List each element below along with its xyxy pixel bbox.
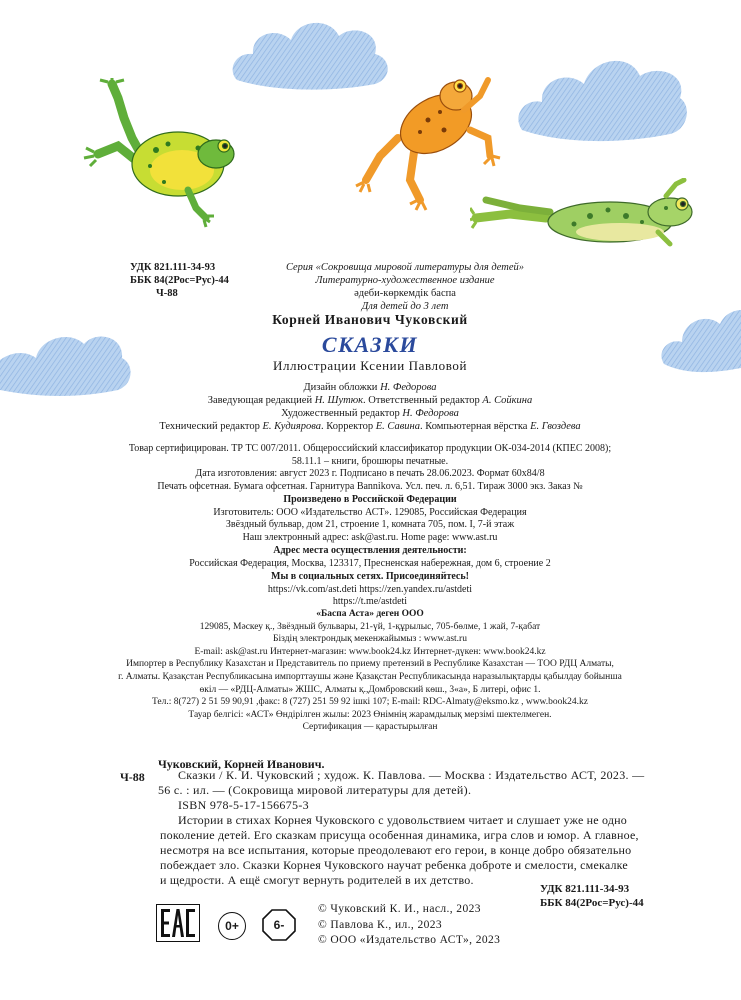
kz-line: өкіл — «РДЦ-Алматы» ЖШС, Алматы қ.,Домбровский көш., 3«а», Б литері, офис 1. xyxy=(199,684,541,695)
imprint-line: Товар сертифицирован. ТР ТС 007/2011. Общероссийский классификатор продукции ОК-034-2014 (КПЕС 2008); xyxy=(128,443,612,454)
credit-label: Заведующая редакцией xyxy=(207,395,315,406)
book-title: СКАЗКИ xyxy=(321,332,419,357)
address-line: Российская Федерация, Москва, 123317, Пресненская набережная, дом 6, строение 2 xyxy=(189,557,551,569)
cloud-illustration-right-middle xyxy=(660,298,741,378)
social-link-telegram[interactable]: https://t.me/astdeti xyxy=(332,596,408,607)
credit-person: Н. Федорова xyxy=(402,408,459,419)
credit-label: Дизайн обложки xyxy=(303,382,381,393)
cloud-illustration-right xyxy=(512,40,692,145)
copyright-block xyxy=(318,902,500,949)
series-block xyxy=(250,261,560,313)
imprint-line: Печать офсетная. Бумага офсетная. Гарнитура Bannikova. Усл. печ. л. 6,51. Тираж 3000 экз. Заказ № xyxy=(157,480,583,492)
illustrator-line: Иллюстрации Ксении Павловой xyxy=(272,358,468,373)
catalog-description xyxy=(158,768,645,813)
kz-line: Тел.: 8(727) 2 51 59 90,91 ,факс: 8 (727) 251 59 92 ішкі 107; E-mail: RDC-Almaty@eksmo.kz , www.book24.kz xyxy=(151,697,589,708)
copyright-line: © Павлова К., ил., 2023 xyxy=(318,918,443,931)
address-heading: Адрес места осуществления деятельности: xyxy=(273,545,467,556)
kz-line: Сертификация — қарастырылған xyxy=(302,722,438,733)
series-name: Серия «Сокровища мировой литературы для детей» xyxy=(285,262,525,273)
age-warning-text: 6- xyxy=(273,918,285,932)
credit-label: Технический редактор xyxy=(159,421,263,432)
age-group: Для детей до 3 лет xyxy=(361,301,449,312)
spotted-frog-illustration xyxy=(470,178,700,250)
credits-block xyxy=(120,381,620,433)
credit-person: Н. Шутюк xyxy=(314,395,364,406)
producer-line: Наш электронный адрес: ask@ast.ru. Home page: www.ast.ru xyxy=(242,531,498,543)
bbk-code: ББК 84(2Рос=Рус)-44 xyxy=(130,275,229,286)
edition-type: Литературно-художественное издание xyxy=(315,275,495,286)
kz-line: E-mail: ask@ast.ru Интернет-магазин: www.book24.kz Интернет-дүкен: www.book24.kz xyxy=(194,646,546,657)
producer-line: Звёздный бульвар, дом 21, строение 1, комната 705, пом. I, 7-й этаж xyxy=(225,519,515,530)
imprint-block xyxy=(90,443,650,493)
author-name: Корней Иванович Чуковский xyxy=(272,312,468,327)
catalog-mark: Ч-88 xyxy=(120,770,145,784)
kz-line: Тауар белгісі: «АСТ» Өндірілген жылы: 2023 Өнімнің жарамдылық мерзімі шектелмеген. xyxy=(188,709,552,720)
kz-line: Импортер в Республику Казахстан и Представитель по приему претензий в Республике Казахстан — ТОО РДЦ Алматы, xyxy=(126,659,614,670)
producer-heading: Произведено в Российской Федерации xyxy=(283,494,457,505)
kz-imprint-block xyxy=(80,608,660,734)
copyright-line: © ООО «Издательство АСТ», 2023 xyxy=(318,934,501,946)
catalog-isbn: ISBN 978-5-17-156675-3 xyxy=(178,798,309,812)
imprint-line: 58.11.1 – книги, брошюры печатные. xyxy=(291,455,449,467)
green-frog-illustration xyxy=(78,78,248,228)
kz-line: 129085, Мәскеу қ., Звёздный бульвары, 21-үй, 1-құрылыс, 705-бөлме, 1 жай, 7-қабат xyxy=(199,621,541,632)
credit-label: Художественный редактор xyxy=(281,408,403,419)
credit-person: Н. Федорова xyxy=(380,382,437,393)
credit-label: . Компьютерная вёрстка xyxy=(419,421,531,432)
cloud-illustration-left xyxy=(0,320,135,400)
credit-person: Е. Гвоздева xyxy=(530,421,581,432)
imprint-line: Дата изготовления: август 2023 г. Подписано в печать 28.06.2023. Формат 60х84/8 xyxy=(195,468,545,479)
producer-block xyxy=(90,494,650,544)
kz-line: г. Алматы. Қазақстан Республикасына импорттаушы және Қазақстан Республикасында наразылықтарды қабылдау бойынша xyxy=(118,671,622,682)
credit-person: Е. Савина xyxy=(375,421,420,432)
address-block xyxy=(90,545,650,570)
udk-code-bottom: УДК 821.111-34-93 xyxy=(540,883,630,895)
age-rating-badge: 0+ xyxy=(218,912,246,940)
producer-line: Изготовитель: ООО «Издательство АСТ». 129085, Российская Федерация xyxy=(213,506,527,518)
edition-type-kz: әдеби-көркемдік баспа xyxy=(354,288,456,299)
annotation-line: Истории в стихах Корнея Чуковского с удовольствием читает и слушает уже не одно xyxy=(178,813,627,827)
credit-label: . Ответственный редактор xyxy=(363,395,483,406)
eac-logo-icon xyxy=(156,904,200,942)
copyright-line: © Чуковский К. И., насл., 2023 xyxy=(318,903,481,915)
catalog-desc-line: Сказки / К. И. Чуковский ; худож. К. Павлова. — Москва : Издательство АСТ, 2023. — xyxy=(178,768,645,782)
annotation-line: побеждает зло. Сказки Корнея Чуковского научат ребенка доброте и смелости, смекалке xyxy=(160,858,628,872)
author-mark: Ч-88 xyxy=(156,288,178,299)
udk-code: УДК 821.111-34-93 xyxy=(130,262,216,273)
credit-label: . Корректор xyxy=(321,421,376,432)
bbk-code-bottom: ББК 84(2Рос=Рус)-44 xyxy=(540,897,644,909)
social-block xyxy=(90,571,650,609)
credit-person: А. Сойкина xyxy=(482,395,533,406)
annotation-line: несмотря на все испытания, которые преодолевают его герои, в конце добро обязательно xyxy=(160,843,632,857)
eac-mark xyxy=(156,904,200,942)
annotation-line: и щедрости. А ещё смогут вернуть родителей в их детство. xyxy=(160,873,474,887)
age-warning-mark xyxy=(262,909,296,941)
annotation-line: поколение детей. Его сказкам присуща особенная динамика, игра слов и юмор. А главное, xyxy=(160,828,639,842)
annotation xyxy=(160,813,639,888)
social-heading: Мы в социальных сетях. Присоединяйтесь! xyxy=(271,571,469,582)
catalog-author: Чуковский, Корней Иванович. xyxy=(158,757,325,771)
kz-line: Біздің электрондық мекенжайымыз : www.ast.ru xyxy=(273,634,467,645)
credit-person: Е. Кудиярова xyxy=(262,421,322,432)
social-links[interactable]: https://vk.com/ast.deti https://zen.yandex.ru/astdeti xyxy=(267,583,473,595)
catalog-desc-line: 56 с. : ил. — (Сокровища мировой литературы для детей). xyxy=(158,783,472,797)
bottom-codes xyxy=(540,882,644,910)
kz-heading: «Баспа Аста» деген ООО xyxy=(316,609,424,619)
